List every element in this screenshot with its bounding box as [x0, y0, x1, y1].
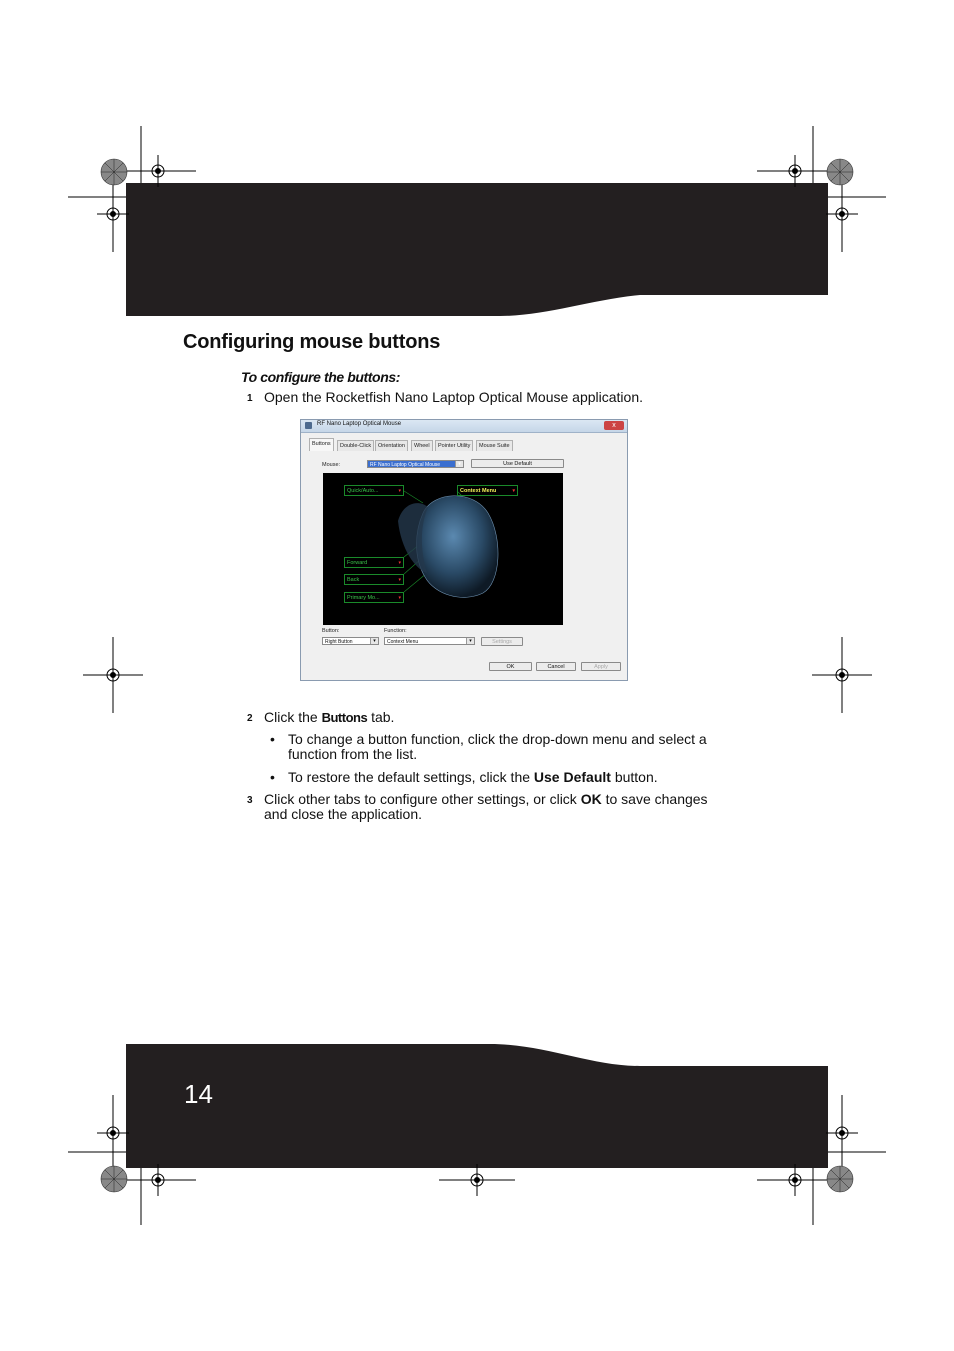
- ui-term: Use Default: [533, 769, 611, 785]
- callout-label: Context Menu: [460, 488, 497, 494]
- bullet-text-part: button.: [610, 769, 658, 785]
- callout-primary[interactable]: [344, 592, 404, 603]
- chevron-down-icon: ▾: [398, 488, 401, 494]
- mouse-label: Mouse:: [322, 462, 341, 468]
- button-label: Button:: [322, 628, 340, 634]
- function-select[interactable]: [384, 637, 475, 645]
- ui-term: Buttons: [321, 710, 368, 725]
- bullet-text: [288, 770, 658, 786]
- chevron-down-icon: ▾: [398, 577, 401, 583]
- callout-back[interactable]: [344, 574, 404, 585]
- function-select-value: Context Menu: [387, 639, 419, 645]
- step-text: [264, 710, 394, 726]
- callout-forward[interactable]: [344, 557, 404, 568]
- bullet-text: To change a button function, click the drop-down menu and select a: [288, 731, 707, 747]
- step-text-part: tab.: [367, 709, 395, 725]
- app-screenshot: [300, 419, 628, 681]
- callout-label: Forward: [347, 560, 368, 566]
- step-number: 3: [247, 795, 253, 806]
- tab-double-click[interactable]: Double-Click: [337, 440, 374, 451]
- ok-button[interactable]: OK: [489, 662, 532, 671]
- step-text-part: Click other tabs to configure other settings, or click: [264, 791, 581, 807]
- callout-context-menu[interactable]: [457, 485, 518, 496]
- step-number: 1: [247, 393, 253, 404]
- step-text-part: to save changes: [601, 791, 708, 807]
- step-text-part: Click the: [264, 709, 322, 725]
- callout-label: Quick/Auto...: [347, 488, 379, 494]
- callout-label: Primary Mo...: [347, 595, 380, 601]
- bullet-text-part: To restore the default settings, click the: [288, 769, 534, 785]
- mouse-preview: [323, 473, 563, 625]
- tab-buttons[interactable]: Buttons: [309, 438, 334, 451]
- chevron-down-icon: ▾: [466, 638, 474, 644]
- bullet-text: function from the list.: [288, 746, 418, 762]
- bullet-symbol: •: [270, 731, 275, 747]
- use-default-button[interactable]: Use Default: [471, 459, 564, 468]
- page-number: 14: [184, 1079, 213, 1109]
- window-title: RF Nano Laptop Optical Mouse: [317, 421, 402, 427]
- mouse-select-value: RF Nano Laptop Optical Mouse: [370, 462, 441, 468]
- procedure-title: To configure the buttons:: [241, 369, 401, 385]
- chevron-down-icon: ▾: [370, 638, 378, 644]
- chevron-down-icon: ▾: [398, 595, 401, 601]
- close-icon[interactable]: x: [604, 421, 624, 430]
- step-text: Open the Rocketfish Nano Laptop Optical Mouse application.: [264, 389, 644, 405]
- callout-quick-auto[interactable]: [344, 485, 404, 496]
- section-title: Configuring mouse buttons: [183, 331, 441, 353]
- app-icon: [305, 422, 312, 429]
- chevron-down-icon: ▾: [398, 560, 401, 566]
- callout-label: Back: [347, 577, 360, 583]
- chevron-down-icon: ▾: [512, 488, 515, 494]
- tab-wheel[interactable]: Wheel: [411, 440, 433, 451]
- tab-orientation[interactable]: Orientation: [375, 440, 408, 451]
- mouse-select[interactable]: [367, 460, 464, 468]
- window-titlebar: [301, 420, 627, 433]
- button-select-value: Right Button: [325, 639, 353, 645]
- settings-button[interactable]: Settings: [481, 637, 523, 646]
- tab-mouse-suite[interactable]: Mouse Suite: [476, 440, 513, 451]
- apply-button[interactable]: Apply: [581, 662, 621, 671]
- bullet-symbol: •: [270, 769, 275, 785]
- function-label: Function:: [384, 628, 407, 634]
- cancel-button[interactable]: Cancel: [536, 662, 576, 671]
- step-text: and close the application.: [264, 806, 422, 822]
- step-number: 2: [247, 713, 253, 724]
- button-select[interactable]: [322, 637, 379, 645]
- ui-term: OK: [580, 791, 602, 807]
- chevron-down-icon: ▾: [455, 461, 463, 467]
- tab-pointer-utility[interactable]: Pointer Utility: [435, 440, 473, 451]
